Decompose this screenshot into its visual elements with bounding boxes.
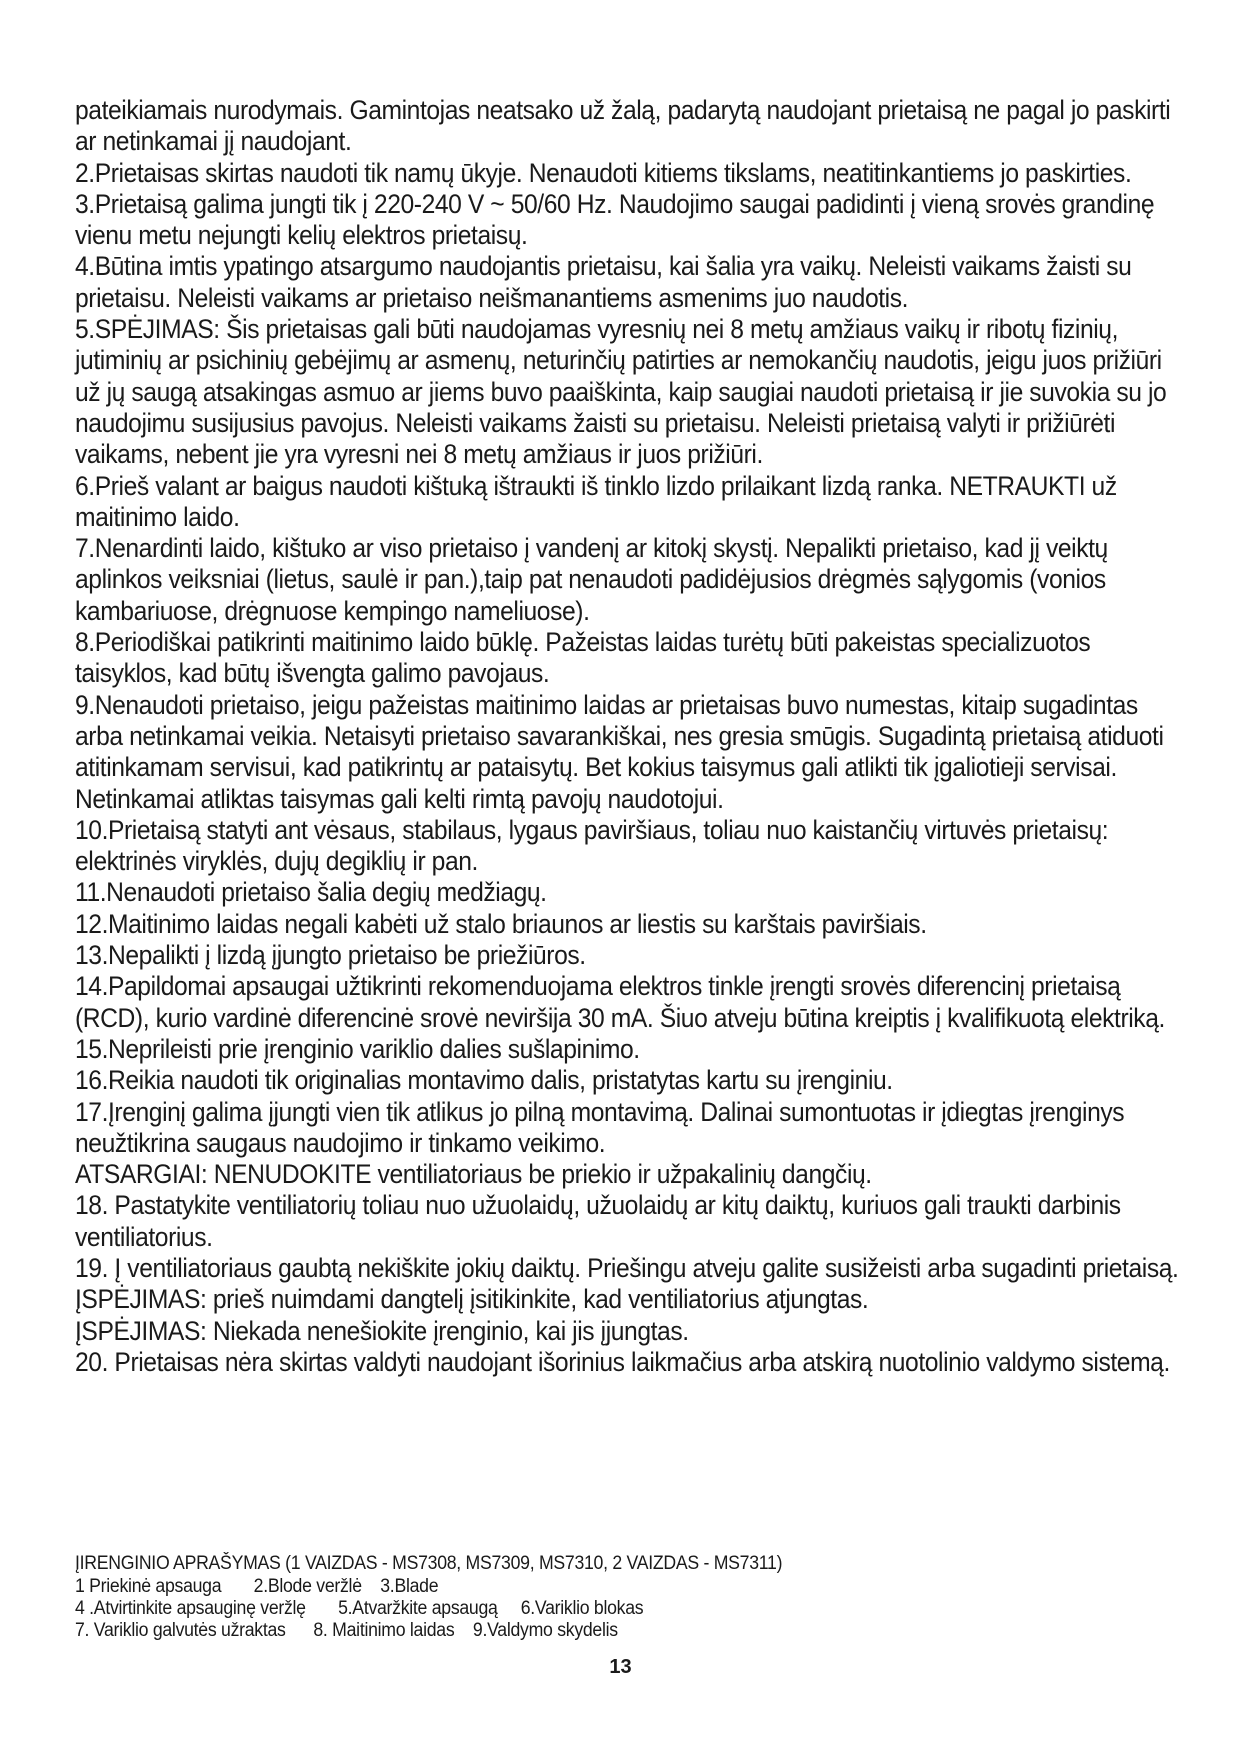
warning-note-2: ĮSPĖJIMAS: Niekada nenešiokite įrenginio, kai jis įjungtas.: [75, 1315, 689, 1346]
paragraph-8: 8.Periodiškai patikrinti maitinimo laido būklę. Pažeistas laidas turėtų būti pakeistas specializuotos taisyklos, kad būtų išvengta galimo pavojaus.: [75, 627, 1091, 689]
device-description: [75, 1553, 1185, 1642]
paragraph-9: 9.Nenaudoti prietaiso, jeigu pažeistas maitinimo laidas ar prietaisas buvo numestas, kitaip sugadintas arba netinkamai veikia. Netaisyti prietaiso savarankiškai, nes gresia smūgis. Sugadintą prietaisą atiduoti atitinkamam servisui, kad patikrintų ar pataisytų. Bet kokius taisymus gali atlikti tik įgaliotieji servisai. Netinkamai atliktas taisymas gali kelti rimtą pavojų naudotojui.: [75, 689, 1164, 814]
description-line-1: 1 Priekinė apsauga 2.Blode veržlė 3.Blade: [75, 1576, 439, 1597]
page-number: 13: [609, 1656, 632, 1678]
paragraph-4: 4.Būtina imtis ypatingo atsargumo naudojantis prietaisu, kai šalia yra vaikų. Neleisti vaikams žaisti su prietaisu. Neleisti vaikams ar prietaiso neišmanantiems asmenims juo naudotis.: [75, 251, 1132, 313]
paragraph-18: 18. Pastatykite ventiliatorių toliau nuo užuolaidų, užuolaidų ar kitų daiktų, kuriuos gali traukti darbinis ventiliatorius.: [75, 1190, 1121, 1252]
instructions-body: [75, 95, 1185, 1378]
safety-instructions: [75, 95, 1185, 1378]
warning-note-1: ĮSPĖJIMAS: prieš nuimdami dangtelį įsitikinkite, kad ventiliatorius atjungtas.: [75, 1284, 869, 1315]
paragraph-13: 13.Nepalikti į lizdą įjungto prietaiso be priežiūros.: [75, 940, 586, 971]
paragraph-intro: pateikiamais nurodymais. Gamintojas neatsako už žalą, padarytą naudojant prietaisą ne pagal jo paskirti ar netinkamai jį naudojant.: [75, 95, 1171, 157]
paragraph-7: 7.Nenardinti laido, kištuko ar viso prietaiso į vandenį ar kitokį skystį. Nepalikti prietaiso, kad jį veiktų aplinkos veiksniai (lietus, saulė ir pan.),taip pat nenaudoti padidėjusios drėgmės sąlygomis (vonios kambariuose, drėgnuose kempingo nameliuose).: [75, 533, 1108, 626]
caution-note: ATSARGIAI: NENUDOKITE ventiliatoriaus be priekio ir užpakalinių dangčių.: [75, 1159, 872, 1190]
paragraph-14: 14.Papildomai apsaugai užtikrinti rekomenduojama elektros tinkle įrengti srovės diferencinį prietaisą (RCD), kurio vardinė diferencinė srovė neviršija 30 mA. Šiuo atveju būtina kreiptis į kvalifikuotą elektriką.: [75, 971, 1165, 1033]
paragraph-6: 6.Prieš valant ar baigus naudoti kištuką ištraukti iš tinklo lizdo prilaikant lizdą ranka. NETRAUKTI už maitinimo laido.: [75, 470, 1117, 532]
paragraph-11: 11.Nenaudoti prietaiso šalia degių medžiagų.: [75, 877, 547, 908]
description-line-3: 7. Variklio galvutės užraktas 8. Maitinimo laidas 9.Valdymo skydelis: [75, 1620, 618, 1641]
paragraph-2: 2.Prietaisas skirtas naudoti tik namų ūkyje. Nenaudoti kitiems tikslams, neatitinkantiems jo paskirties.: [75, 157, 1132, 188]
paragraph-19: 19. Į ventiliatoriaus gaubtą nekiškite jokių daiktų. Priešingu atveju galite susižeisti arba sugadinti prietaisą.: [75, 1252, 1179, 1283]
paragraph-12: 12.Maitinimo laidas negali kabėti už stalo briaunos ar liestis su karštais paviršiais.: [75, 908, 927, 939]
paragraph-3: 3.Prietaisą galima jungti tik į 220-240 V ~ 50/60 Hz. Naudojimo saugai padidinti į vieną srovės grandinę vienu metu nejungti kelių elektros prietaisų.: [75, 188, 1155, 251]
paragraph-17: 17.Įrenginį galima įjungti vien tik atlikus jo pilną montavimą. Dalinai sumontuotas ir įdiegtas įrenginys neužtikrina saugaus naudojimo ir tinkamo veikimo.: [75, 1096, 1125, 1158]
paragraph-5: 5.SPĖJIMAS: Šis prietaisas gali būti naudojamas vyresnių nei 8 metų amžiaus vaikų ir ribotų fizinių, jutiminių ar psichinių gebėjimų ar asmenų, neturinčių patirties ar nemokančių naudotis, jeigu juos prižiūri už jų saugą atsakingas asmuo ar jiems buvo paaiškinta, kaip saugiai naudoti prietaisą ir jie suvokia su jo naudojimu susijusius pavojus. Neleisti vaikams žaisti su prietaisu. Neleisti prietaisą valyti ir prižiūrėti vaikams, nebent jie yra vyresni nei 8 metų amžiaus ir juos prižiūri.: [75, 314, 1167, 470]
paragraph-15: 15.Neprileisti prie įrenginio variklio dalies sušlapinimo.: [75, 1033, 640, 1064]
paragraph-10: 10.Prietaisą statyti ant vėsaus, stabilaus, lygaus paviršiaus, toliau nuo kaistančių virtuvės prietaisų: elektrinės viryklės, dujų degiklių ir pan.: [75, 814, 1109, 877]
paragraph-16: 16.Reikia naudoti tik originalias montavimo dalis, pristatytas kartu su įrenginiu.: [75, 1065, 893, 1096]
description-line-2: 4 .Atvirtinkite apsauginę veržlę 5.Atvaržkite apsaugą 6.Variklio blokas: [75, 1598, 644, 1619]
description-title: ĮIRENGINIO APRAŠYMAS (1 VAIZDAS - MS7308, MS7309, MS7310, 2 VAIZDAS - MS7311): [75, 1553, 783, 1574]
paragraph-20: 20. Prietaisas nėra skirtas valdyti naudojant išorinius laikmačius arba atskirą nuotolinio valdymo sistemą.: [75, 1346, 1170, 1377]
